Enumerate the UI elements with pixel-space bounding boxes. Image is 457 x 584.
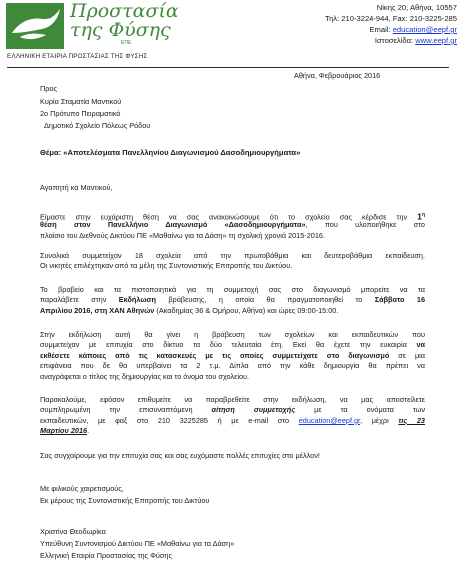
paragraph-ceremony: Το βραβείο και τα πιστοποιητικά για τη συμμετοχή σας στο διαγωνισμό μπορείτε να τα παραλάβετε στην Εκδήλωση βράβευσης, η οποία θα πραγματοποιηθεί το Σάββατο 16 Απριλίου 2016, στη ΧΑΝ Αθηνών (Ακαδημίας 36 & Ομήρου, Αθήνα) και ώρες 09:00-15:00. [40,285,425,315]
website-label: Ιστοσελίδα: [374,36,416,45]
registration-email-link[interactable]: education@eepf.gr [298,415,361,425]
header-divider [7,67,449,68]
contact-address: Νίκης 20, Αθήνα, 10557 [376,3,457,12]
recipient-name: Κυρία Σταματία Μαντικού [40,97,122,106]
closing-greeting: Με φιλικούς χαιρετισμούς, [40,484,124,493]
paragraph-award: Είμαστε στην ευχάριστη θέση να σας ανακοινώσουμε ότι το σχολείο σας κέρδισε την $1^\eta$ θέση στον Πανελλήνιο Διαγωνισμό «Δασοδημιουργήματα», που υλοποιήθηκε στο πλαίσιο του Διεθνούς Δικτύου ΠΕ «Μαθαίνω για τα Δάση» τη σχολική χρονιά 2015-2016. [40,211,425,240]
letter-greeting: Αγαπητή κα Μαντικού, [40,183,113,192]
paragraph-participants: Συνολικά συμμετείχαν 18 σχολεία από την πρωτοβάθμια και δευτεροβάθμια εκπαίδευση. Οι νικητές επιλέχτηκαν από τα μέλη της Συντονιστικής Επιτροπής του Δικτύου. [40,251,425,271]
letter-subject: Θέμα: «Αποτελέσματα Πανελληνίου Διαγωνισμού Δασοδημιουργήματα» [40,148,301,157]
contact-website-line [375,36,457,46]
signer-name: Χριστίνα Θεοδωρίκα [40,527,106,536]
email-link[interactable]: education@eepf.gr [392,25,457,34]
email-label: Email: [369,25,393,34]
website-link[interactable]: www.eepf.gr [415,36,457,45]
organization-name-line1: Προστασία [70,0,179,22]
closing-committee: Εκ μέρους της Συντονιστικής Επιτροπής του Δικτύου [40,496,210,505]
signer-organization: Ελληνική Εταιρία Προστασίας της Φύσης [40,551,172,560]
letter-date: Αθήνα, Φεβρουάριος 2016 [294,71,381,80]
organization-logo [6,3,64,49]
recipient-school-line2: Δημοτικό Σχολείο Πόλεως Ρόδου [44,121,151,130]
bird-emblem-icon [6,3,64,49]
paragraph-exhibition: Στην εκδήλωση αυτή θα γίνει η βράβευση των σχολείων και εκπαιδευτικών που συμμετείχαν με επιτυχία στο δίκτυο τα δύο τελευταία έτη. Εκεί θα έχετε την ευκαιρία να εκθέσετε κάποιες από τις κατασκευές με τις οποίες συμμετείχατε στο διαγωνισμό σε μια επιφάνεια που δε θα υπερβαίνει τα 2 τ.μ. Δίπλα από την κάθε δημιουργία θα πρέπει να αναγράφεται ο τίτλος της δημιουργίας και το όνομα του σχολείου. [40,330,425,381]
contact-email-line [369,25,457,35]
signer-role: Υπεύθυνη Συντονισμού Δικτύου ΠΕ «Μαθαίνω για τα Δάση» [40,539,235,548]
paragraph-registration: Παρακαλούμε, εφόσον επιθυμείτε να παραβρεθείτε στην εκδήλωση, να μας αποστείλετε συμπληρωμένη την επισυναπτόμενη αίτηση συμμετοχής με τα ονόματα των εκπαιδευτικών, με φαξ στο 210 3225285 ή με e-mail στο education@eepf.gr, μέχρι τις 23 Μαρτίου 2016. [40,395,426,436]
organization-subtitle: ΕΛΛΗΝΙΚΗ ΕΤΑΙΡΙΑ ΠΡΟΣΤΑΣΙΑΣ ΤΗΣ ΦΥΣΗΣ [7,53,148,60]
recipient-to: Προς [40,84,57,93]
deadline-date: τις 23 [398,415,425,425]
paragraph-congratulations: Σας συγχαίρουμε για την επιτυχία σας και σας ευχόμαστε πολλές επιτυχίες στο μέλλον! [40,451,320,460]
organization-name-line2: της Φύσης [70,19,171,41]
contact-phone-fax: Τηλ: 210-3224-944, Fax: 210-3225-285 [324,14,457,23]
recipient-school-line1: 2ο Πρότυπο Πειραματικό [40,109,121,118]
registered-mark: ΕΠΕ [121,40,132,46]
